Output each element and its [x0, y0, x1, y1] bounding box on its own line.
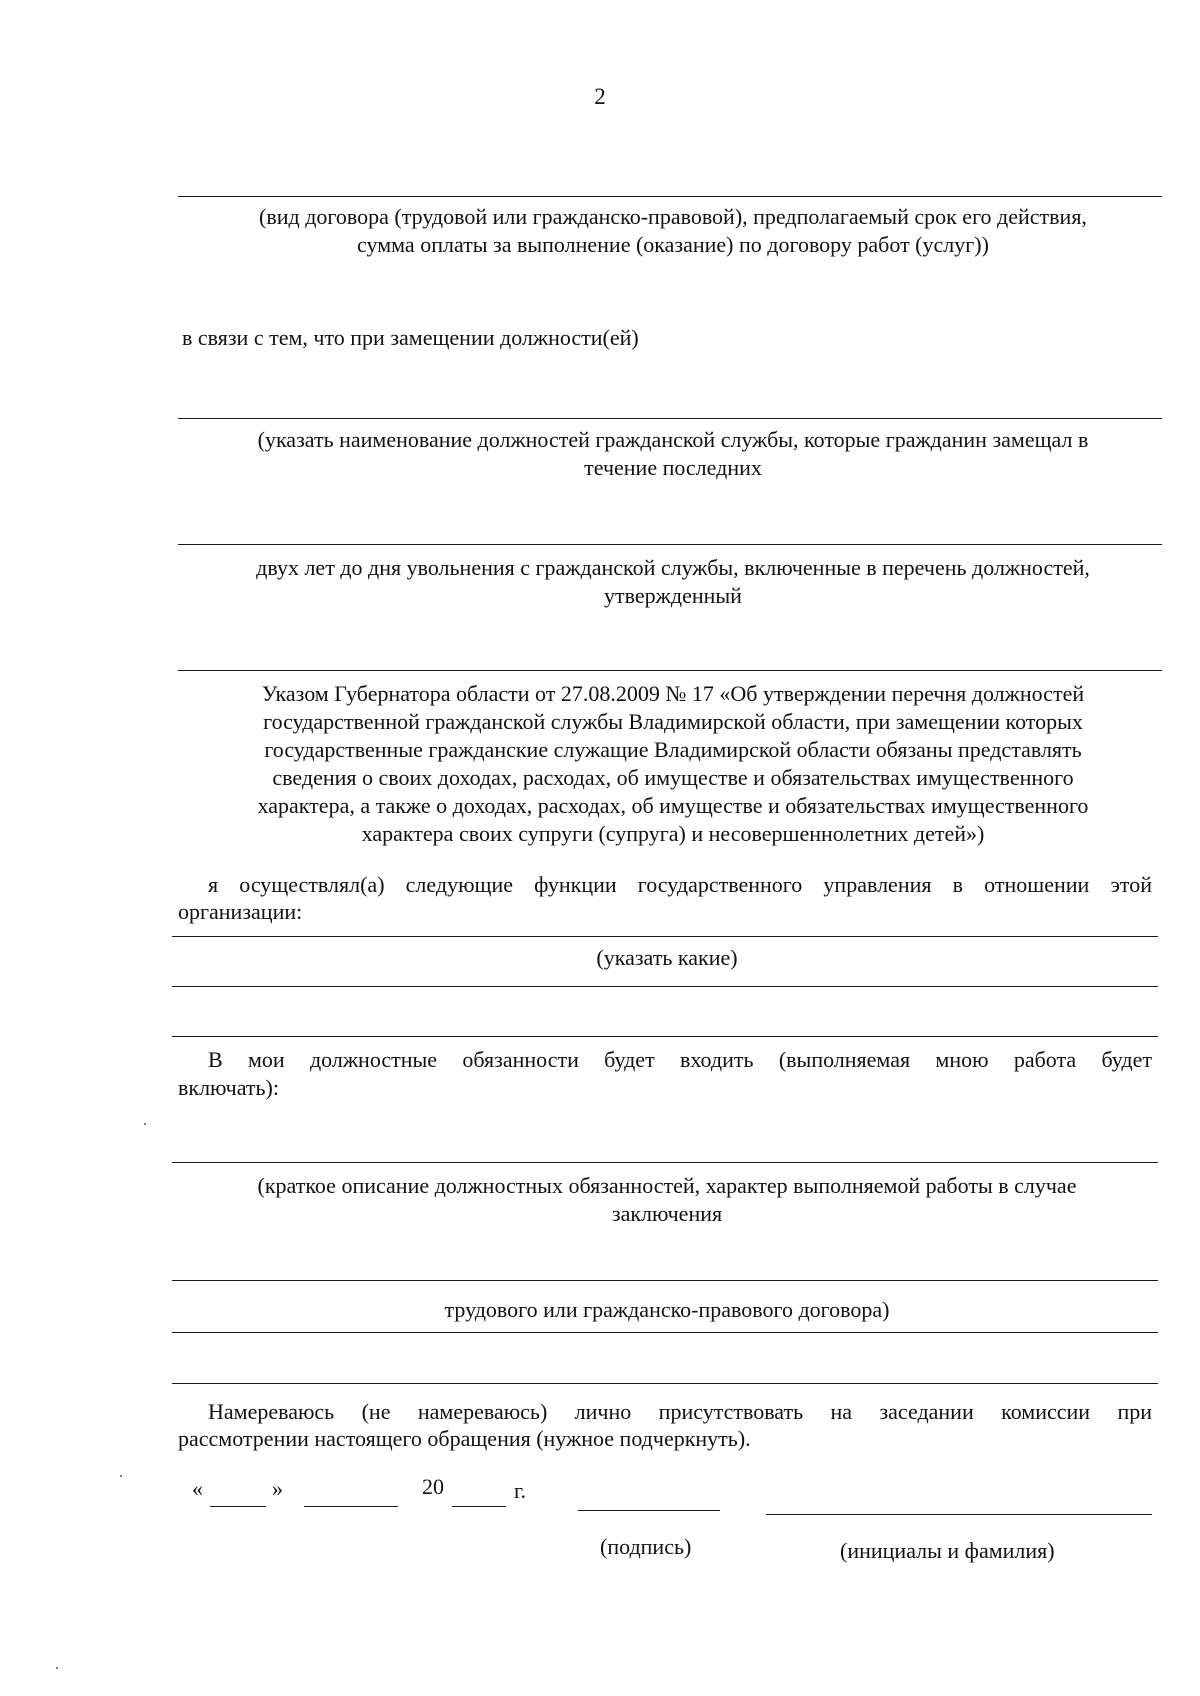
name-blank[interactable] — [766, 1514, 1152, 1515]
positions-fill-line-1[interactable] — [178, 418, 1162, 419]
functions-text-line-2: организации: — [178, 899, 303, 924]
attend-text-line-1: Намереваюсь (не намереваюсь) лично присутствовать на заседании комиссии при — [208, 1399, 1152, 1424]
date-close-quote: » — [272, 1476, 283, 1501]
duties-text-line-2: включать): — [178, 1075, 279, 1100]
duties-fill-line-3[interactable] — [172, 1332, 1158, 1333]
page-number: 2 — [594, 84, 606, 109]
duties-text-line-1: В мои должностные обязанности будет входить (выполняемая мною работа будет — [208, 1047, 1152, 1072]
functions-fill-line-1[interactable] — [172, 936, 1158, 937]
date-day-blank[interactable] — [210, 1506, 266, 1507]
date-year-blank[interactable] — [452, 1506, 506, 1507]
positions-caption-2: двух лет до дня увольнения с гражданской службы, включенные в перечень должностей, утвержденный — [256, 555, 1090, 608]
signature-blank[interactable] — [578, 1510, 720, 1511]
contract-caption: (вид договора (трудовой или гражданско-правовой), предполагаемый срок его действия, сумма оплаты за выполнение (оказание) по договору работ (услуг)) — [259, 204, 1087, 257]
attend-text-line-2: рассмотрении настоящего обращения (нужное подчеркнуть). — [178, 1426, 751, 1451]
contract-fill-line[interactable] — [178, 196, 1162, 197]
date-year-prefix: 20 — [422, 1474, 444, 1499]
duties-fill-line-2[interactable] — [172, 1280, 1158, 1281]
duties-fill-line-1[interactable] — [172, 1162, 1158, 1163]
in-connection-text: в связи с тем, что при замещении должности(ей) — [182, 325, 639, 350]
positions-fill-line-2[interactable] — [178, 544, 1162, 545]
duties-caption-1: (краткое описание должностных обязанностей, характер выполняемой работы в случае заключения — [257, 1173, 1077, 1226]
duties-caption-2: трудового или гражданско-правового договора) — [444, 1297, 890, 1322]
name-caption: (инициалы и фамилия) — [840, 1538, 1055, 1563]
decree-fill-line[interactable] — [178, 670, 1162, 671]
scan-speck — [120, 1475, 122, 1477]
functions-fill-line-3[interactable] — [172, 1036, 1158, 1037]
scan-speck — [56, 1667, 58, 1669]
duties-fill-line-4[interactable] — [172, 1383, 1158, 1384]
decree-caption: Указом Губернатора области от 27.08.2009 № 17 «Об утверждении перечня должностей государственной гражданской службы Владимирской области, при замещении которых государственные гражданские служащие Владимирской области обязаны представлять сведения о своих доходах, расходах, об имуществе и обязательствах имущественного характера, а также о доходах, расходах, об имуществе и обязательствах имущественного характера своих супруги (супруга) и несовершеннолетних детей») — [257, 681, 1089, 846]
scan-speck — [144, 1123, 146, 1125]
functions-caption: (указать какие) — [596, 945, 738, 970]
date-open-quote: « — [192, 1476, 203, 1501]
signature-caption: (подпись) — [600, 1534, 692, 1559]
date-year-suffix: г. — [514, 1478, 527, 1503]
positions-caption-1: (указать наименование должностей гражданской службы, которые гражданин замещал в течение последних — [257, 427, 1089, 480]
functions-fill-line-2[interactable] — [172, 986, 1158, 987]
date-month-blank[interactable] — [304, 1506, 398, 1507]
functions-text-line-1: я осуществлял(а) следующие функции государственного управления в отношении этой — [208, 872, 1152, 897]
